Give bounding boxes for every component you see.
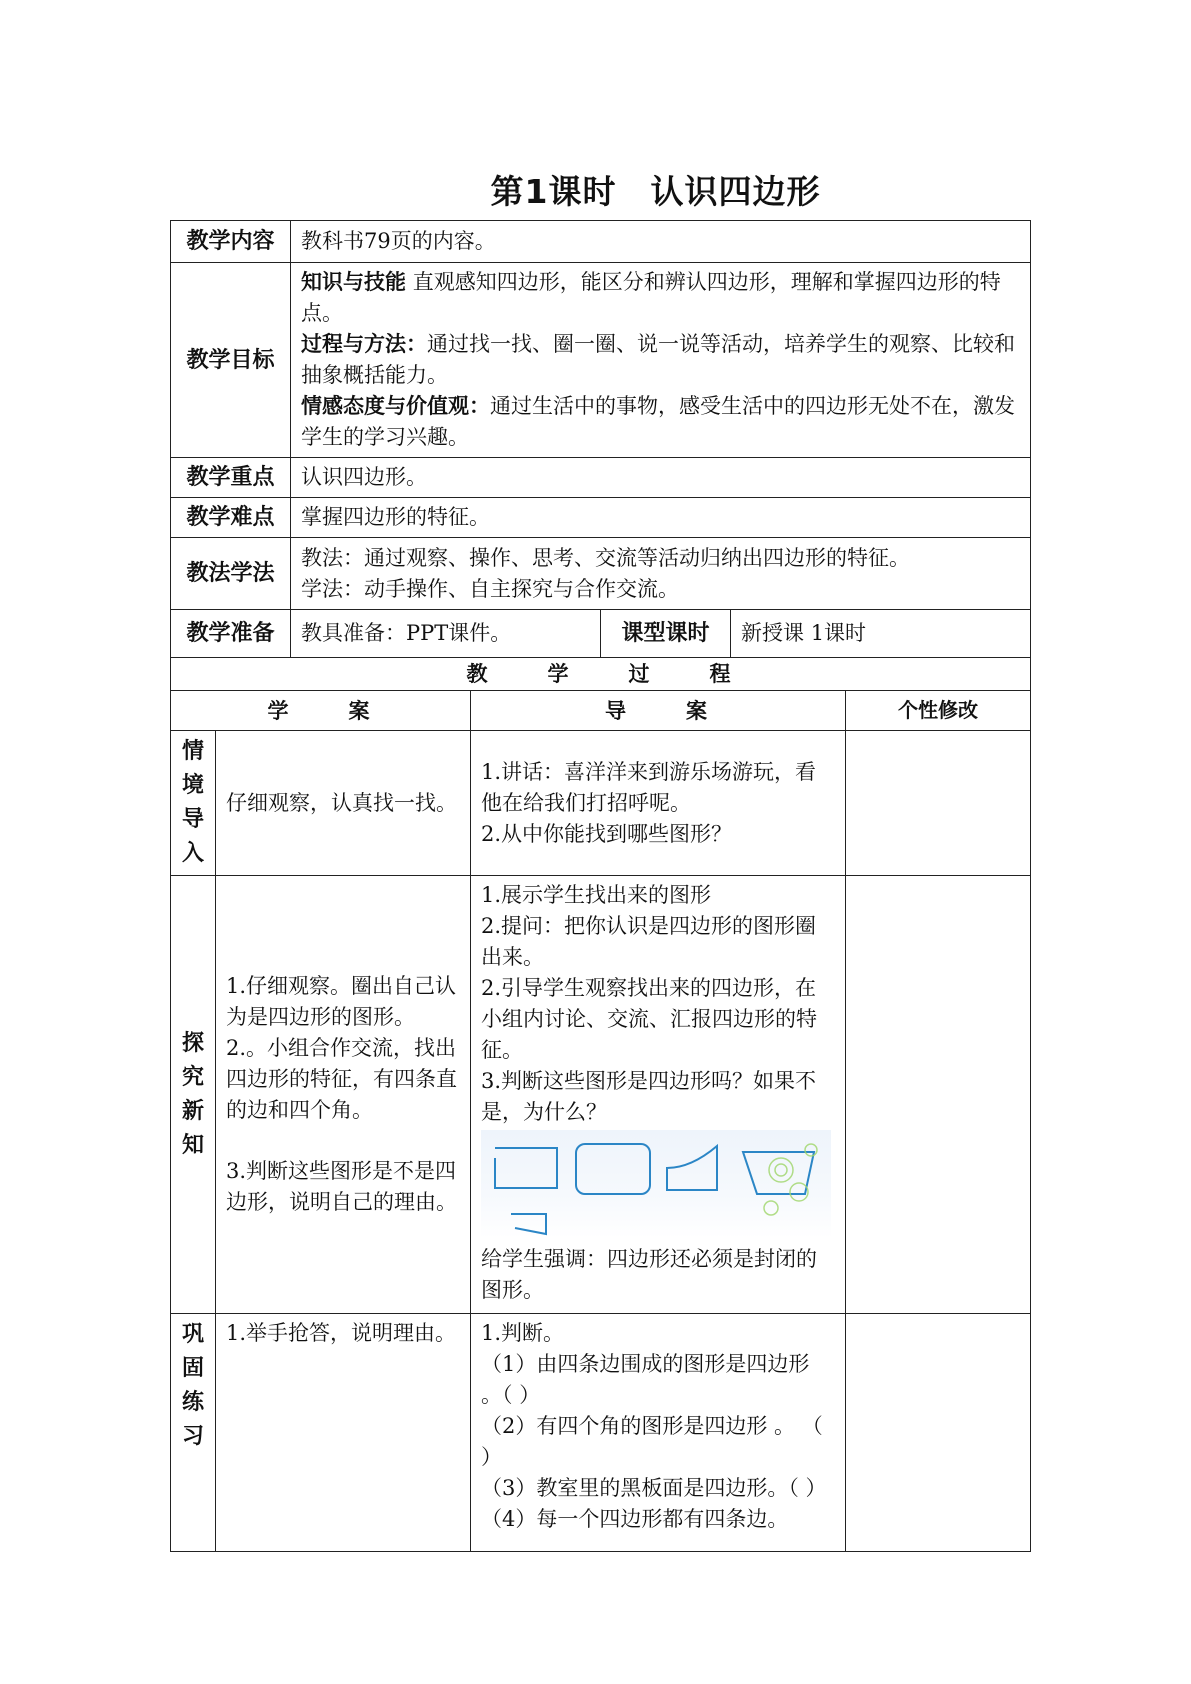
row-process-header	[171, 691, 1031, 731]
stage-practice	[171, 1314, 1031, 1552]
stage-intro	[171, 731, 1031, 876]
lesson-plan-table	[170, 220, 1031, 1552]
label-key: 教学重点	[171, 458, 291, 498]
stage-explore-notes	[846, 876, 1031, 1314]
decor-circle	[805, 1144, 817, 1156]
stage-intro-student: 仔细观察，认真找一找。	[216, 731, 471, 876]
row-prep	[171, 610, 1031, 658]
decor-circle	[775, 1164, 787, 1176]
decor-circle	[769, 1158, 793, 1182]
stage-explore-teacher: 1.展示学生找出来的图形 2.提问：把你认识是四边形的图形圈出来。 2.引导学生观察找出来的四边形，在小组内讨论、交流、汇报四边形的特征。 3.判断这些图形是四边形吗？如果不是，为什么？ 给学生强调：四边形还必须是封闭的图形。	[471, 876, 846, 1314]
label-difficulty: 教学难点	[171, 498, 291, 538]
header-teacher-plan: 导 案	[471, 691, 846, 731]
value-difficulty: 掌握四边形的特征。	[291, 498, 1031, 538]
stage-explore	[171, 876, 1031, 1314]
value-key: 认识四边形。	[291, 458, 1031, 498]
row-difficulty	[171, 498, 1031, 538]
stage-practice-name: 巩 固 练 习	[171, 1314, 216, 1552]
row-key	[171, 458, 1031, 498]
header-notes: 个性修改	[846, 691, 1031, 731]
stage-practice-notes	[846, 1314, 1031, 1552]
goal-emotion: 情感态度与价值观：通过生活中的事物，感受生活中的四边形无处不在，激发学生的学习兴趣。	[301, 394, 1016, 449]
rounded-rectangle-shape	[576, 1144, 650, 1194]
learning-method: 学法：动手操作、自主探究与合作交流。	[301, 576, 680, 601]
stage-intro-name: 情 境 导 入	[171, 731, 216, 876]
open-rectangle-shape	[495, 1148, 557, 1188]
row-content	[171, 221, 1031, 263]
decor-circle	[764, 1201, 778, 1215]
process-title: 教 学 过 程	[171, 658, 1031, 691]
stage-intro-teacher: 1.讲话：喜洋洋来到游乐场游玩，看他在给我们打招呼呢。 2.从中你能找到哪些图形？	[471, 731, 846, 876]
value-lesson-type: 新授课 1课时	[731, 610, 1031, 658]
lesson-number: 第1课时	[490, 172, 617, 211]
teaching-method: 教法：通过观察、操作、思考、交流等活动归纳出四边形的特征。	[301, 545, 911, 570]
value-methods	[291, 538, 1031, 610]
label-prep: 教学准备	[171, 610, 291, 658]
page-title	[0, 166, 1191, 213]
value-content: 教科书79页的内容。	[291, 221, 1031, 263]
label-lesson-type: 课型课时	[601, 610, 731, 658]
stage-explore-name: 探 究 新 知	[171, 876, 216, 1314]
curved-quadrilateral-shape	[667, 1146, 717, 1190]
stage-practice-student: 1.举手抢答，说明理由。	[216, 1314, 471, 1552]
row-goals	[171, 263, 1031, 458]
header-student-plan: 学 案	[171, 691, 471, 731]
goal-process: 过程与方法：通过找一找、圈一圈、说一说等活动，培养学生的观察、比较和抽象概括能力。	[301, 332, 1016, 387]
stage-practice-teacher: 1.判断。 （1）由四条边围成的图形是四边形 。（ ） （2）有四个角的图形是四边形 。 （ ） （3）教室里的黑板面是四边形。（ ） （4）每一个四边形都有四条边。	[471, 1314, 846, 1552]
teacher-emphasis: 给学生强调：四边形还必须是封闭的图形。	[481, 1247, 818, 1302]
stage-intro-notes	[846, 731, 1031, 876]
label-goals: 教学目标	[171, 263, 291, 458]
label-methods: 教法学法	[171, 538, 291, 610]
value-goals	[291, 263, 1031, 458]
stage-explore-student: 1.仔细观察。圈出自己认为是四边形的图形。 2.。小组合作交流，找出四边形的特征，有四条直的边和四个角。 3.判断这些图形是不是四边形，说明自己的理由。	[216, 876, 471, 1314]
label-content: 教学内容	[171, 221, 291, 263]
row-process-title	[171, 658, 1031, 691]
goal-knowledge: 知识与技能 直观感知四边形，能区分和辨认四边形，理解和掌握四边形的特点。	[301, 270, 1001, 325]
lesson-topic: 认识四边形	[650, 172, 821, 211]
value-prep: 教具准备：PPT课件。	[291, 610, 601, 658]
shapes-figure	[481, 1130, 831, 1238]
row-methods	[171, 538, 1031, 610]
open-angle-shape	[511, 1214, 546, 1234]
